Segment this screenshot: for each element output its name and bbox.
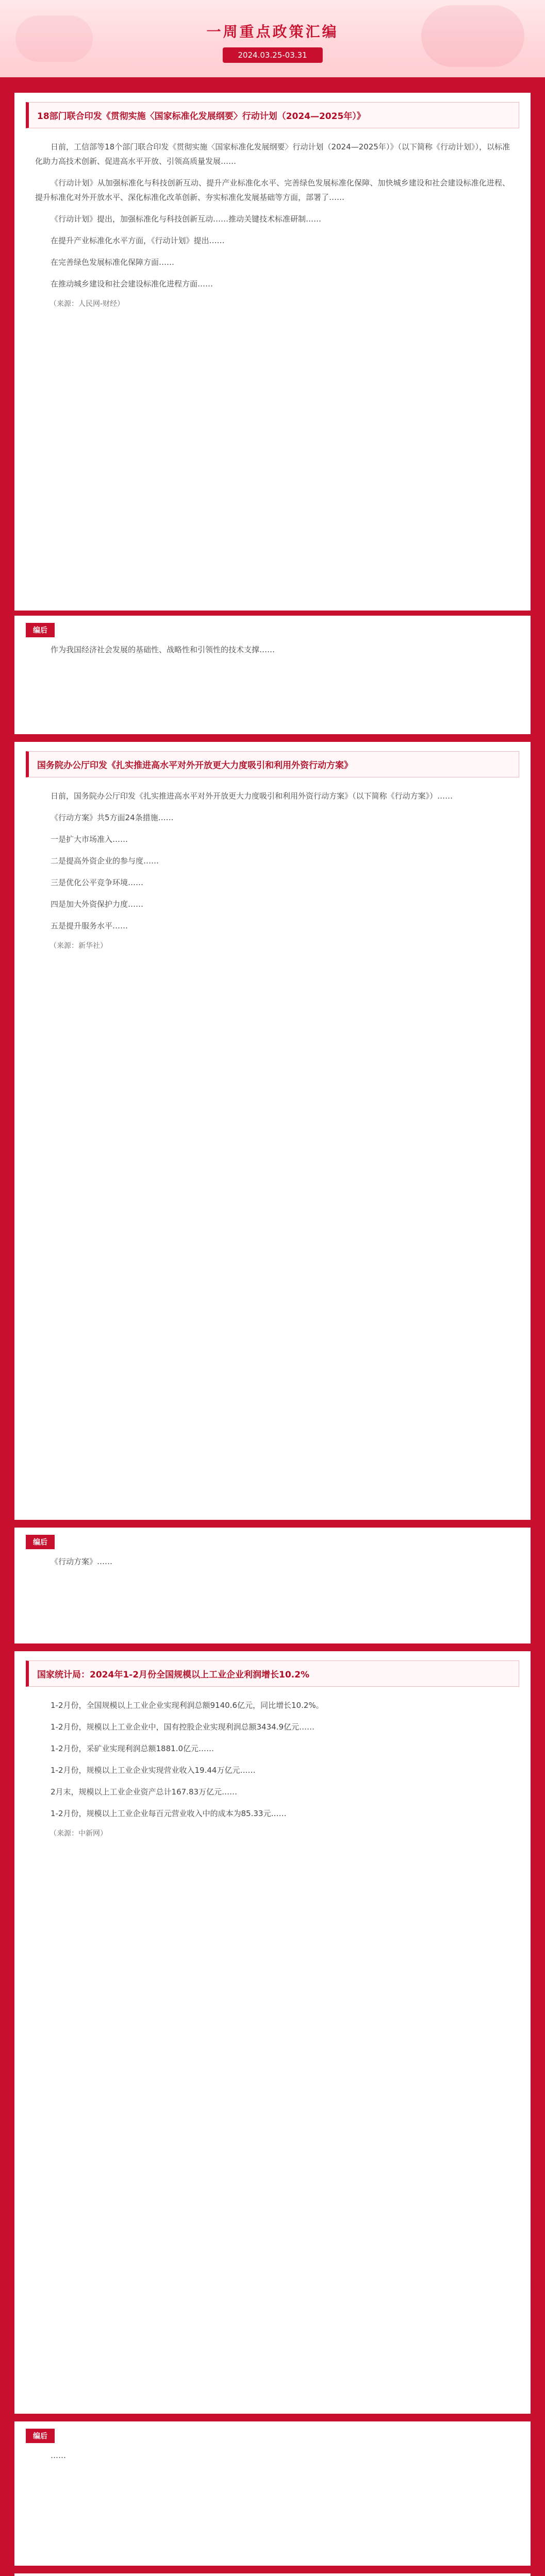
- source-label: （来源：中新网）: [49, 1829, 107, 1838]
- paragraph: 日前，工信部等18个部门联合印发《贯彻实施〈国家标准化发展纲要〉行动计划（2024—2025年）》（以下简称《行动计划》），以标准化助力高技术创新、促进高水平开放、引领高质量发展……: [35, 142, 510, 166]
- news-section-2: [14, 742, 531, 1520]
- paragraph: 一是扩大市场准入……: [51, 835, 128, 844]
- section-body: [14, 138, 531, 309]
- hero-banner: [0, 0, 545, 77]
- paragraph: 二是提高外资企业的参与度……: [51, 856, 159, 866]
- paragraph: 四是加大外资保护力度……: [51, 900, 144, 909]
- source-label: （来源：人民网-财经）: [49, 300, 125, 308]
- paragraph: 五是提升服务水平……: [51, 921, 128, 930]
- comment-text: 《行动方案》……: [51, 1557, 113, 1566]
- section-body: [14, 1696, 531, 1838]
- paragraph: 在提升产业标准化水平方面，《行动计划》提出……: [51, 236, 225, 245]
- editor-comment-1: [14, 616, 531, 734]
- section-headline[interactable]: 18部门联合印发《贯彻实施〈国家标准化发展纲要〉行动计划（2024—2025年）》: [26, 102, 519, 128]
- paragraph: 在完善绿色发展标准化保障方面……: [51, 258, 175, 267]
- news-section-1: [14, 93, 531, 611]
- comment-tag: 编后: [26, 623, 55, 637]
- paragraph: 三是优化公平竞争环境……: [51, 878, 144, 887]
- comment-text: 作为我国经济社会发展的基础性、战略性和引领性的技术支撑……: [51, 645, 275, 654]
- editor-comment-2: [14, 1528, 531, 1643]
- paragraph: 1-2月份，规模以上工业企业中，国有控股企业实现利润总额3434.9亿元……: [51, 1722, 315, 1732]
- news-section-4: [14, 2573, 531, 2576]
- paragraph: 1-2月份，规模以上工业企业每百元营业收入中的成本为85.33元……: [51, 1809, 287, 1818]
- paragraph: 在推动城乡建设和社会建设标准化进程方面……: [51, 279, 213, 289]
- paragraph: 2月末，规模以上工业企业资产总计167.83万亿元……: [51, 1787, 238, 1797]
- section-headline[interactable]: 国务院办公厅印发《扎实推进高水平对外开放更大力度吸引和利用外资行动方案》: [26, 751, 519, 777]
- paragraph: 《行动计划》提出，加强标准化与科技创新互动……推动关键技术标准研制……: [51, 214, 322, 224]
- comment-tag: 编后: [26, 2429, 55, 2443]
- paragraph: 1-2月份，采矿业实现利润总额1881.0亿元……: [51, 1744, 214, 1753]
- page-title: 一周重点政策汇编: [206, 23, 339, 40]
- paragraph: 《行动方案》共5方面24条措施……: [51, 813, 174, 822]
- paragraph: 《行动计划》从加强标准化与科技创新互动、提升产业标准化水平、完善绿色发展标准化保障、加快城乡建设和社会建设标准化进程、提升标准化对外开放水平、深化标准化改革创新、夯实标准化发展基础等方面，部署了……: [35, 178, 510, 202]
- section-body: [14, 787, 531, 951]
- date-badge: 2024.03.25-03.31: [222, 47, 322, 63]
- paragraph: 日前，国务院办公厅印发《扎实推进高水平对外开放更大力度吸引和利用外资行动方案》（以下简称《行动方案》）……: [51, 791, 453, 801]
- paragraph: 1-2月份，全国规模以上工业企业实现利润总额9140.6亿元，同比增长10.2%。: [51, 1701, 324, 1710]
- news-section-3: [14, 1651, 531, 2414]
- paragraph: 1-2月份，规模以上工业企业实现营业收入19.44万亿元……: [51, 1766, 256, 1775]
- comment-text: ……: [51, 2451, 66, 2460]
- source-label: （来源：新华社）: [49, 942, 107, 950]
- section-headline[interactable]: 国家统计局：2024年1-2月份全国规模以上工业企业利润增长10.2%: [26, 1660, 519, 1687]
- comment-tag: 编后: [26, 1535, 55, 1549]
- editor-comment-3: [14, 2421, 531, 2566]
